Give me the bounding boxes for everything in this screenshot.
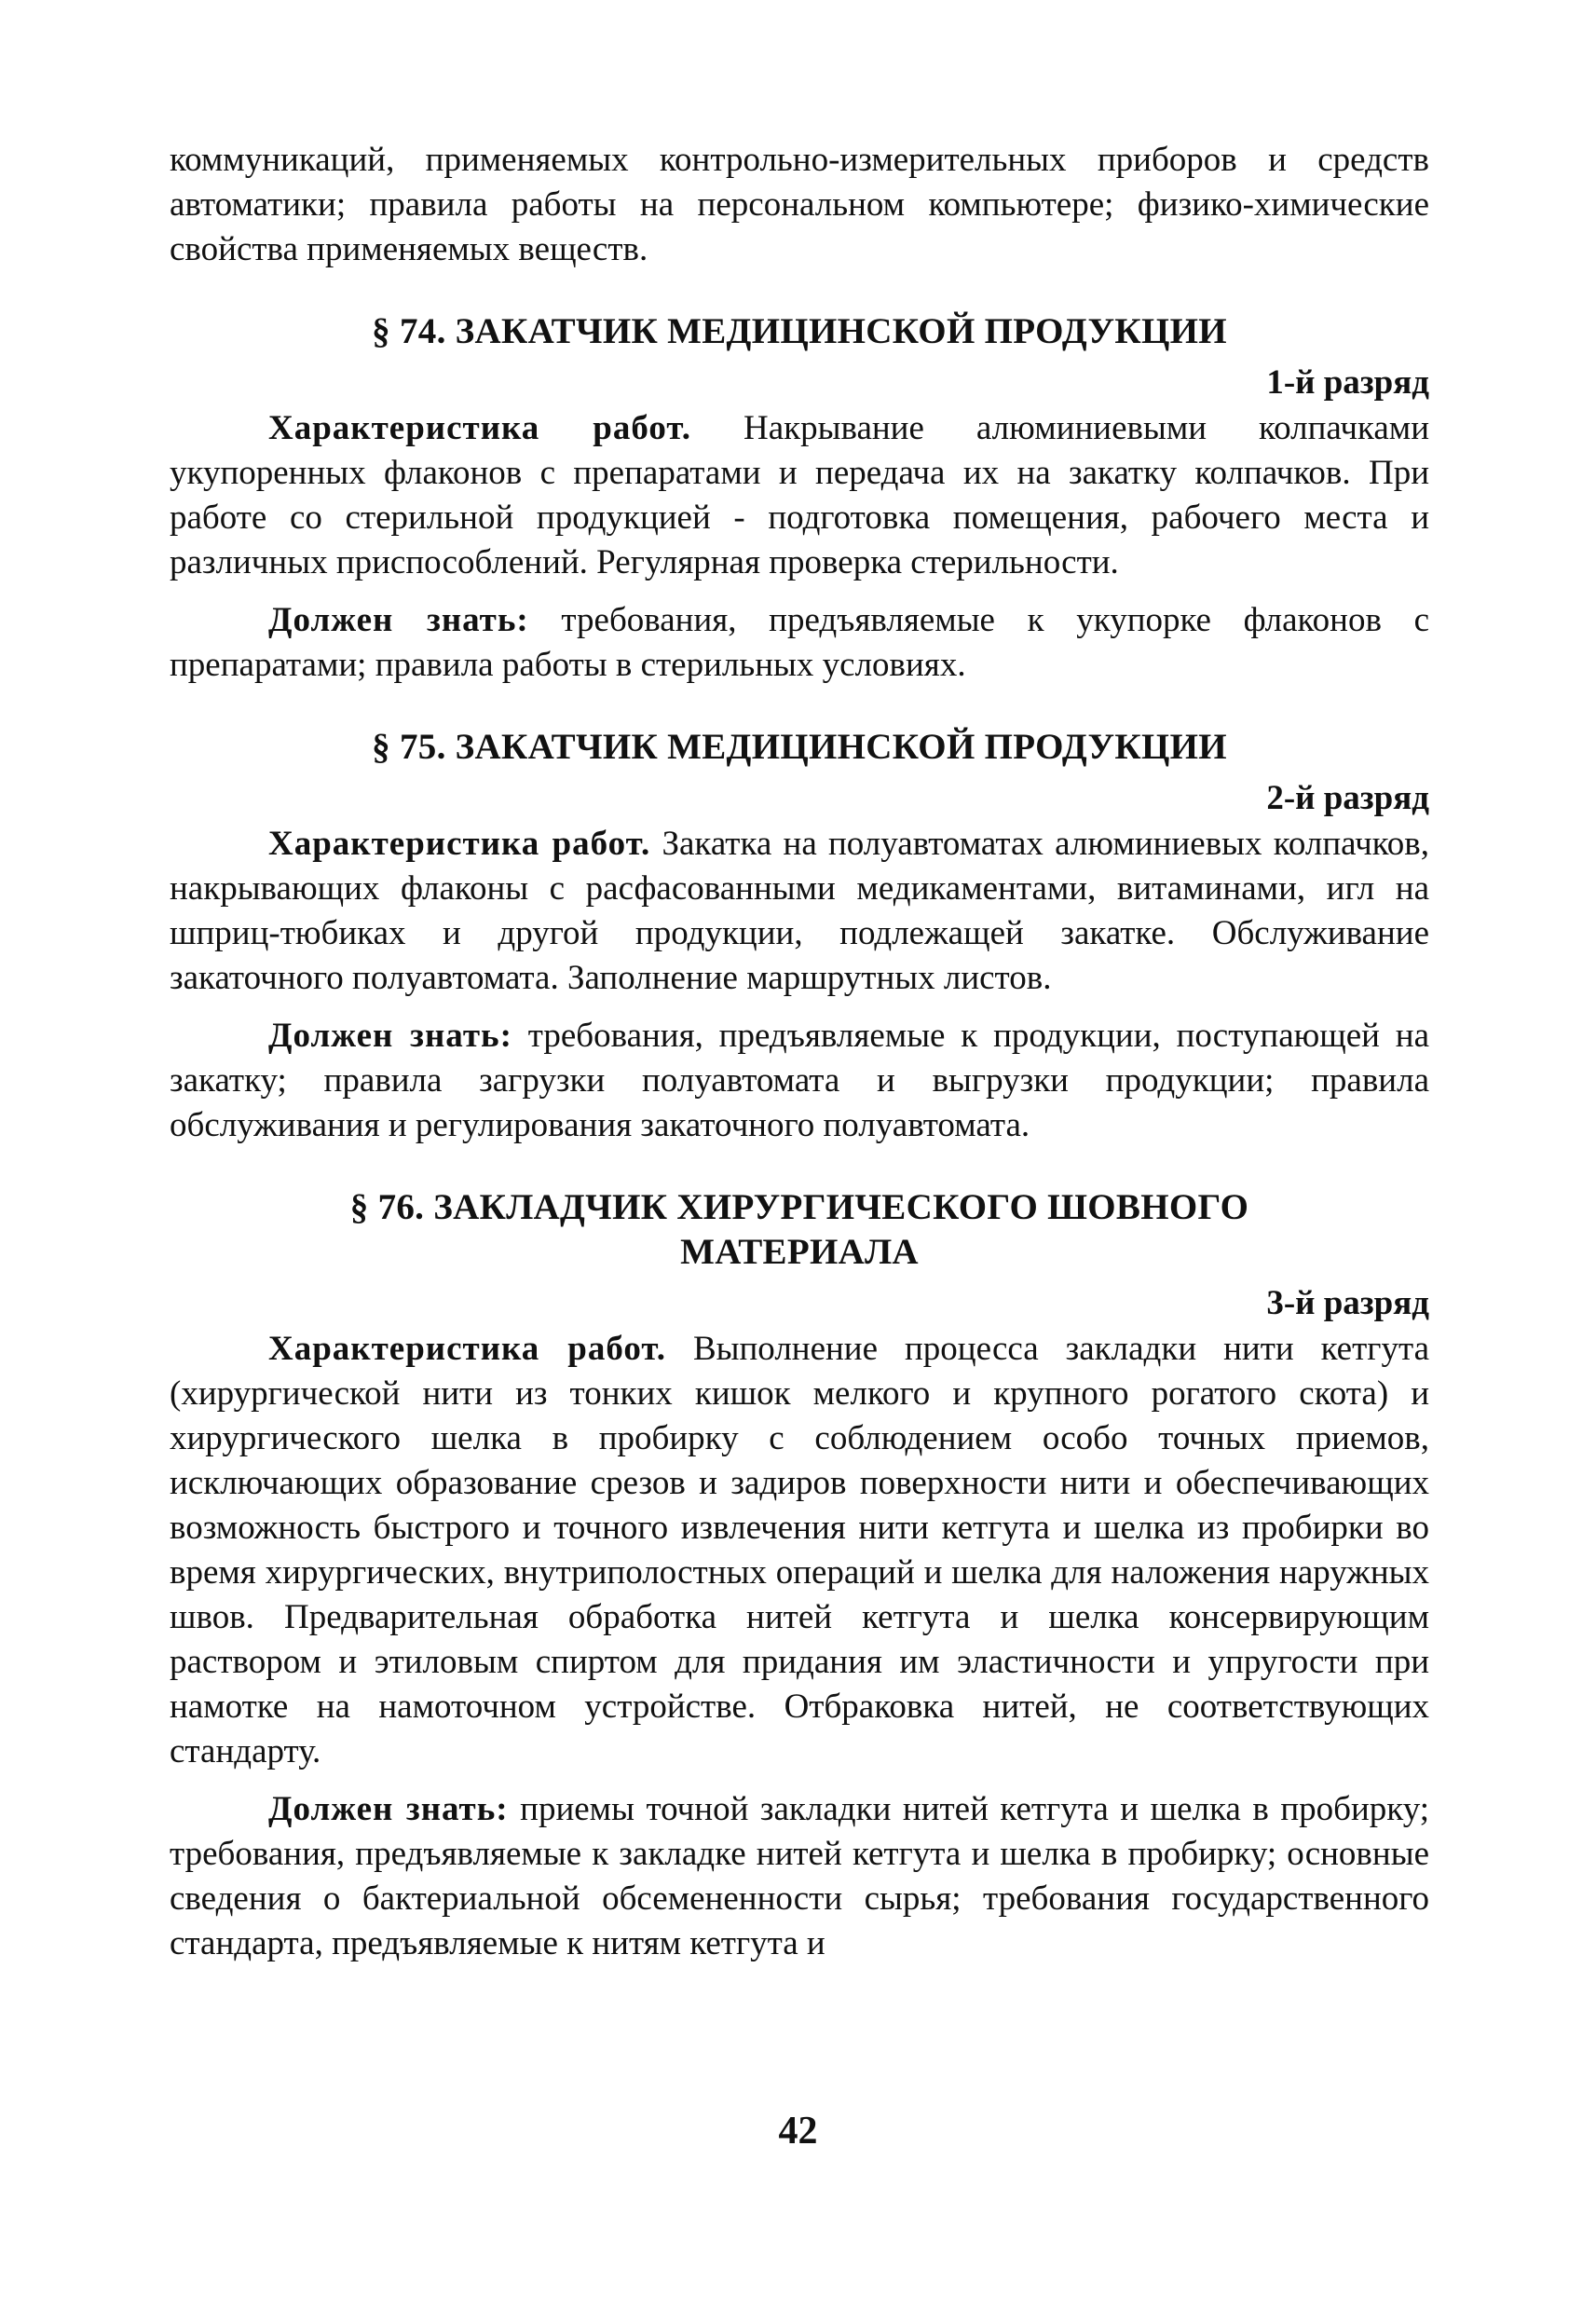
section-75-title: § 75. ЗАКАТЧИК МЕДИЦИНСКОЙ ПРОДУКЦИИ <box>372 727 1227 767</box>
must-know-label: Должен знать: <box>268 1017 512 1055</box>
section-76-title <box>170 1185 1429 1275</box>
characteristics-label: Характеристика работ. <box>268 409 692 447</box>
section-76-characteristics <box>170 1327 1429 1774</box>
characteristics-text: Выполнение процесса закладки нити кетгута (хирургической нити из тонких кишок мелкого и крупного рогатого скота) и хирургического шелка в пробирку с соблюдением особо точных приемов, исключающих образование срезов и задиров поверхности нити и обеспечивающих возможность быстрого и точного извлечения нити кетгута и шелка из пробирки во время хирургических, внутриполостных операций и шелка для наложения наружных швов. Предварительная обработка нитей кетгута и шелка консервирующим раствором и этиловым спиртом для придания им эластичности и упругости при намотке на намоточном устройстве. Отбраковка нитей, не соответствующих стандарту. <box>170 1330 1429 1770</box>
section-75-characteristics <box>170 822 1429 1001</box>
section-76-grade: 3-й разряд <box>1266 1284 1429 1322</box>
section-74-title: § 74. ЗАКАТЧИК МЕДИЦИНСКОЙ ПРОДУКЦИИ <box>372 311 1227 351</box>
section-76 <box>170 1185 1429 1966</box>
document-page <box>170 138 1429 1966</box>
must-know-text: требования, предъявляемые к продукции, поступающей на закатку; правила загрузки полуавтомата и выгрузки продукции; правила обслуживания и регулирования закаточного полуавтомата. <box>170 1017 1430 1144</box>
characteristics-label: Характеристика работ. <box>268 1330 666 1368</box>
section-75-grade: 2-й разряд <box>1266 779 1429 817</box>
characteristics-label: Характеристика работ. <box>268 825 651 863</box>
section-76-title-line1: § 76. ЗАКЛАДЧИК ХИРУРГИЧЕСКОГО ШОВНОГО <box>349 1187 1249 1227</box>
section-75 <box>170 725 1429 1148</box>
must-know-text: приемы точной закладки нитей кетгута и шелка в пробирку; требования, предъявляемые к закладке нитей кетгута и шелка в пробирку; основные сведения о бактериальной обсемененности сырья; требования государственного стандарта, предъявляемые к нитям кетгута и <box>170 1790 1429 1962</box>
characteristics-text: Накрывание алюминиевыми колпачками укупоренных флаконов с препаратами и передача их на закатку колпачков. При работе со стерильной продукцией - подготовка помещения, рабочего места и различных приспособлений. Регулярная проверка стерильности. <box>170 409 1429 581</box>
characteristics-text: Закатка на полуавтоматах алюминиевых колпачков, накрывающих флаконы с расфасованными медикаментами, витаминами, игл на шприц-тюбиках и другой продукции, подлежащей закатке. Обслуживание закаточного полуавтомата. Заполнение маршрутных листов. <box>170 825 1429 997</box>
section-76-title-line2: МАТЕРИАЛА <box>680 1232 919 1272</box>
section-74-grade: 1-й разряд <box>1266 363 1429 402</box>
intro-paragraph: коммуникаций, применяемых контрольно-измерительных приборов и средств автоматики; правила работы на персональном компьютере; физико-химические свойства применяемых веществ. <box>170 141 1429 268</box>
must-know-text: требования, предъявляемые к укупорке флаконов с препаратами; правила работы в стерильных условиях. <box>170 601 1429 684</box>
section-74-must-know <box>170 598 1429 688</box>
page-number: 42 <box>778 2110 818 2153</box>
must-know-label: Должен знать: <box>268 601 529 639</box>
section-74-characteristics <box>170 406 1429 585</box>
must-know-label: Должен знать: <box>268 1790 509 1828</box>
section-74 <box>170 309 1429 688</box>
section-75-must-know <box>170 1014 1429 1148</box>
section-76-must-know <box>170 1787 1429 1966</box>
